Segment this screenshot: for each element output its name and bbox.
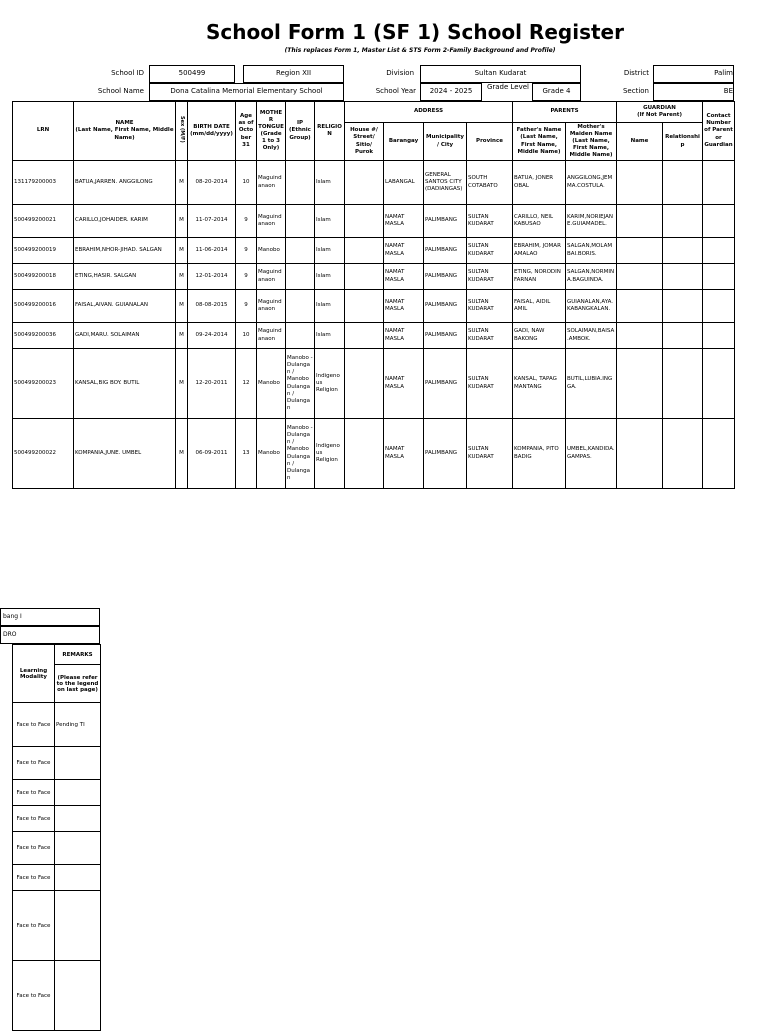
cell-tongue: Maguindanaon: [257, 161, 286, 205]
cell-province: SULTAN KUDARAT: [467, 238, 513, 264]
register-table: [12, 101, 735, 489]
cell-relationship: [663, 290, 703, 323]
cell-learning-modality: Face to Face: [13, 780, 55, 806]
cell-province: SULTAN KUDARAT: [467, 290, 513, 323]
table-row: [13, 238, 735, 264]
cell-barangay: LABANGAL: [384, 161, 424, 205]
school-id-label: School ID: [111, 69, 144, 77]
remarks-row: [13, 703, 101, 747]
section-label: Section: [622, 87, 649, 95]
cell-guardian-name: [617, 349, 663, 419]
remarks-row: [13, 891, 101, 961]
cell-province: SOUTH COTABATO: [467, 161, 513, 205]
cell-province: SULTAN KUDARAT: [467, 323, 513, 349]
cell-guardian-name: [617, 238, 663, 264]
cell-age: 9: [236, 264, 257, 290]
col-age: Age as of October 31: [236, 102, 257, 161]
cell-contact: [703, 238, 735, 264]
cell-learning-modality: Face to Face: [13, 747, 55, 780]
cell-name: ETING,HASIR. SALGAN: [74, 264, 176, 290]
cell-relationship: [663, 419, 703, 489]
remarks-row: [13, 747, 101, 780]
table-row: [13, 419, 735, 489]
cell-birth: 11-07-2014: [188, 205, 236, 238]
cell-mother: BUTIL,LUBIA.INGGA.: [566, 349, 617, 419]
cell-religion: Indigenous Religion: [315, 419, 345, 489]
cell-name: BATUA,JARREN. ANGGILONG: [74, 161, 176, 205]
cell-ip: [286, 290, 315, 323]
division-field[interactable]: Sultan Kudarat: [420, 65, 581, 83]
cell-learning-modality: Face to Face: [13, 961, 55, 1031]
col-birth-date: BIRTH DATE (mm/dd/yyyy): [188, 102, 236, 161]
cell-house: [345, 238, 384, 264]
col-mother: Mother's Maiden Name (Last Name, First Name, Middle Name): [566, 123, 617, 161]
cell-contact: [703, 419, 735, 489]
fragment-cell-1: bang I: [0, 608, 100, 626]
cell-house: [345, 419, 384, 489]
school-name-label: School Name: [97, 87, 144, 95]
cell-learning-modality: Face to Face: [13, 806, 55, 832]
cell-father: CARILLO, NEIL KABUSAO: [513, 205, 566, 238]
cell-guardian-name: [617, 419, 663, 489]
cell-birth: 12-01-2014: [188, 264, 236, 290]
cell-ip: [286, 205, 315, 238]
cell-contact: [703, 349, 735, 419]
cell-contact: [703, 264, 735, 290]
cell-mother: SOLAIMAN,BAISA.AMBOK.: [566, 323, 617, 349]
cell-barangay: NAMAT MASLA: [384, 323, 424, 349]
cell-age: 9: [236, 290, 257, 323]
cell-lrn: 500499200019: [13, 238, 74, 264]
cell-birth: 11-06-2014: [188, 238, 236, 264]
col-learning-modality: Learning Modality: [13, 645, 55, 703]
cell-remarks: [55, 780, 101, 806]
cell-sex: M: [176, 205, 188, 238]
school-year-field[interactable]: 2024 - 2025: [420, 83, 482, 101]
cell-remarks: [55, 891, 101, 961]
cell-province: SULTAN KUDARAT: [467, 349, 513, 419]
cell-sex: M: [176, 323, 188, 349]
division-label: Division: [386, 69, 414, 77]
cell-age: 9: [236, 205, 257, 238]
cell-tongue: Manobo: [257, 349, 286, 419]
col-house: House #/ Street/ Sitio/ Purok: [345, 123, 384, 161]
cell-religion: Islam: [315, 161, 345, 205]
grade-level-field[interactable]: Grade 4: [532, 83, 581, 101]
cell-contact: [703, 205, 735, 238]
col-ip: IP (Ethnic Group): [286, 102, 315, 161]
cell-name: CARILLO,JOHAIDER. KARIM: [74, 205, 176, 238]
cell-relationship: [663, 349, 703, 419]
col-remarks: REMARKS: [55, 645, 101, 665]
cell-remarks: [55, 747, 101, 780]
cell-sex: M: [176, 419, 188, 489]
cell-lrn: 500499200022: [13, 419, 74, 489]
cell-tongue: Maguindanaon: [257, 290, 286, 323]
cell-remarks: [55, 865, 101, 891]
table-row: [13, 290, 735, 323]
cell-house: [345, 264, 384, 290]
remarks-row: [13, 865, 101, 891]
cell-remarks: [55, 832, 101, 865]
cell-father: ETING, NORODIN FARNAN: [513, 264, 566, 290]
cell-lrn: 500499200018: [13, 264, 74, 290]
cell-house: [345, 205, 384, 238]
cell-age: 9: [236, 238, 257, 264]
cell-mother: ANGGILONG,JEMMA.COSTULA.: [566, 161, 617, 205]
cell-municipality: PALIMBANG: [424, 349, 467, 419]
cell-birth: 08-08-2015: [188, 290, 236, 323]
table-row: [13, 349, 735, 419]
cell-remarks: [55, 961, 101, 1031]
cell-tongue: Manobo: [257, 419, 286, 489]
cell-age: 13: [236, 419, 257, 489]
cell-remarks: [55, 806, 101, 832]
cell-guardian-name: [617, 161, 663, 205]
cell-name: FAISAL,AIVAN. GUIANALAN: [74, 290, 176, 323]
col-mother-tongue: MOTHER TONGUE (Grade 1 to 3 Only): [257, 102, 286, 161]
cell-lrn: 131179200003: [13, 161, 74, 205]
cell-learning-modality: Face to Face: [13, 891, 55, 961]
col-barangay: Barangay: [384, 123, 424, 161]
cell-tongue: Manobo: [257, 238, 286, 264]
remarks-table: [12, 644, 101, 1031]
cell-ip: Manobo - Dulangan / Manobo Dulangan / Dulangan: [286, 349, 315, 419]
cell-lrn: 500499200036: [13, 323, 74, 349]
cell-religion: Islam: [315, 290, 345, 323]
cell-contact: [703, 161, 735, 205]
cell-municipality: PALIMBANG: [424, 238, 467, 264]
cell-barangay: NAMAT MASLA: [384, 349, 424, 419]
remarks-row: [13, 806, 101, 832]
col-address-group: ADDRESS: [345, 102, 513, 123]
cell-barangay: NAMAT MASLA: [384, 419, 424, 489]
cell-name: KANSAL,BIG BOY. BUTIL: [74, 349, 176, 419]
col-province: Province: [467, 123, 513, 161]
col-municipality: Municipality / City: [424, 123, 467, 161]
table-row: [13, 323, 735, 349]
cell-religion: Islam: [315, 238, 345, 264]
col-lrn: LRN: [13, 102, 74, 161]
col-sex: Sex (M/F): [176, 102, 188, 161]
cell-learning-modality: Face to Face: [13, 703, 55, 747]
cell-relationship: [663, 323, 703, 349]
cell-father: BATUA, JONER OBAL: [513, 161, 566, 205]
district-field[interactable]: Palim: [653, 65, 734, 83]
table-row: [13, 205, 735, 238]
cell-house: [345, 290, 384, 323]
cell-relationship: [663, 161, 703, 205]
cell-learning-modality: Face to Face: [13, 865, 55, 891]
cell-lrn: 500499200016: [13, 290, 74, 323]
col-religion: RELIGION: [315, 102, 345, 161]
cell-father: KOMPANIA, PITO BADIG: [513, 419, 566, 489]
cell-age: 12: [236, 349, 257, 419]
cell-municipality: PALIMBANG: [424, 323, 467, 349]
cell-age: 10: [236, 161, 257, 205]
cell-name: GADI,MARU. SOLAIMAN: [74, 323, 176, 349]
cell-father: EBRAHIM, JOMAR AMALAO: [513, 238, 566, 264]
col-guardian-group: GUARDIAN (If Not Parent): [617, 102, 703, 123]
cell-sex: M: [176, 264, 188, 290]
cell-province: SULTAN KUDARAT: [467, 419, 513, 489]
cell-sex: M: [176, 290, 188, 323]
form-subtitle: (This replaces Form 1, Master List & STS Form 2-Family Background and Profile): [284, 47, 556, 54]
cell-mother: UMBEL,KANDIDA.GAMPAS.: [566, 419, 617, 489]
cell-sex: M: [176, 161, 188, 205]
cell-mother: SALGAN,NORMINA.BAGUINDA.: [566, 264, 617, 290]
cell-learning-modality: Face to Face: [13, 832, 55, 865]
cell-relationship: [663, 238, 703, 264]
cell-municipality: PALIMBANG: [424, 205, 467, 238]
fragment-cell-2: DRO: [0, 626, 100, 644]
region-field[interactable]: Region XII: [243, 65, 344, 83]
school-year-label: School Year: [375, 87, 416, 95]
section-field[interactable]: BE: [653, 83, 734, 101]
cell-province: SULTAN KUDARAT: [467, 264, 513, 290]
school-id-field[interactable]: 500499: [149, 65, 235, 83]
cell-birth: 06-09-2011: [188, 419, 236, 489]
cell-mother: GUIANALAN,AYA.KABANGKALAN.: [566, 290, 617, 323]
table-row: [13, 264, 735, 290]
table-row: [13, 161, 735, 205]
cell-municipality: PALIMBANG: [424, 290, 467, 323]
cell-contact: [703, 290, 735, 323]
cell-father: FAISAL, AIDIL AMIL: [513, 290, 566, 323]
cell-tongue: Maguindanaon: [257, 323, 286, 349]
col-contact: Contact Number of Parent or Guardian: [703, 102, 735, 161]
district-label: District: [623, 69, 649, 77]
cell-municipality: GENERAL SANTOS CITY (DADIANGAS): [424, 161, 467, 205]
cell-guardian-name: [617, 290, 663, 323]
cell-birth: 08-20-2014: [188, 161, 236, 205]
cell-birth: 09-24-2014: [188, 323, 236, 349]
cell-house: [345, 323, 384, 349]
cell-religion: Islam: [315, 323, 345, 349]
col-name: NAME (Last Name, First Name, Middle Name): [74, 102, 176, 161]
cell-house: [345, 349, 384, 419]
cell-barangay: NAMAT MASLA: [384, 238, 424, 264]
cell-religion: Indigenous Religion: [315, 349, 345, 419]
cell-sex: M: [176, 349, 188, 419]
cell-religion: Islam: [315, 205, 345, 238]
cell-municipality: PALIMBANG: [424, 419, 467, 489]
cell-ip: [286, 161, 315, 205]
cell-barangay: NAMAT MASLA: [384, 264, 424, 290]
cell-birth: 12-20-2011: [188, 349, 236, 419]
cell-name: EBRAHIM,NHOR-JIHAD. SALGAN: [74, 238, 176, 264]
cell-ip: [286, 238, 315, 264]
cell-relationship: [663, 205, 703, 238]
cell-remarks: Pending TI: [55, 703, 101, 747]
col-remarks-sub: (Please refer to the legend on last page): [55, 665, 101, 703]
grade-level-label: Grade Level: [486, 83, 529, 91]
cell-relationship: [663, 264, 703, 290]
cell-province: SULTAN KUDARAT: [467, 205, 513, 238]
cell-father: KANSAL, TAPAG MANTANG: [513, 349, 566, 419]
col-father: Father's Name (Last Name, First Name, Middle Name): [513, 123, 566, 161]
school-name-field[interactable]: Dona Catalina Memorial Elementary School: [149, 83, 344, 101]
cell-barangay: NAMAT MASLA: [384, 205, 424, 238]
cell-father: GADI, NAW BAKONG: [513, 323, 566, 349]
col-guardian-name: Name: [617, 123, 663, 161]
cell-ip: [286, 264, 315, 290]
cell-ip: Manobo - Dulangan / Manobo Dulangan / Dulangan: [286, 419, 315, 489]
cell-guardian-name: [617, 264, 663, 290]
cell-age: 10: [236, 323, 257, 349]
cell-guardian-name: [617, 205, 663, 238]
remarks-row: [13, 780, 101, 806]
cell-barangay: NAMAT MASLA: [384, 290, 424, 323]
cell-mother: SALGAN,MOLAMBAI.BORIS.: [566, 238, 617, 264]
remarks-row: [13, 961, 101, 1031]
cell-contact: [703, 323, 735, 349]
cell-tongue: Maguindanaon: [257, 264, 286, 290]
cell-lrn: 500499200023: [13, 349, 74, 419]
cell-house: [345, 161, 384, 205]
cell-guardian-name: [617, 323, 663, 349]
cell-lrn: 500499200021: [13, 205, 74, 238]
cell-tongue: Maguindanaon: [257, 205, 286, 238]
cell-municipality: PALIMBANG: [424, 264, 467, 290]
cell-mother: KARIM,NORIEJANE.GUIAMADEL.: [566, 205, 617, 238]
cell-sex: M: [176, 238, 188, 264]
cell-ip: [286, 323, 315, 349]
col-parents-group: PARENTS: [513, 102, 617, 123]
cell-religion: Islam: [315, 264, 345, 290]
cell-name: KOMPANIA,JUNE. UMBEL: [74, 419, 176, 489]
remarks-row: [13, 832, 101, 865]
col-relationship: Relationship: [663, 123, 703, 161]
form-title: School Form 1 (SF 1) School Register: [206, 20, 624, 44]
